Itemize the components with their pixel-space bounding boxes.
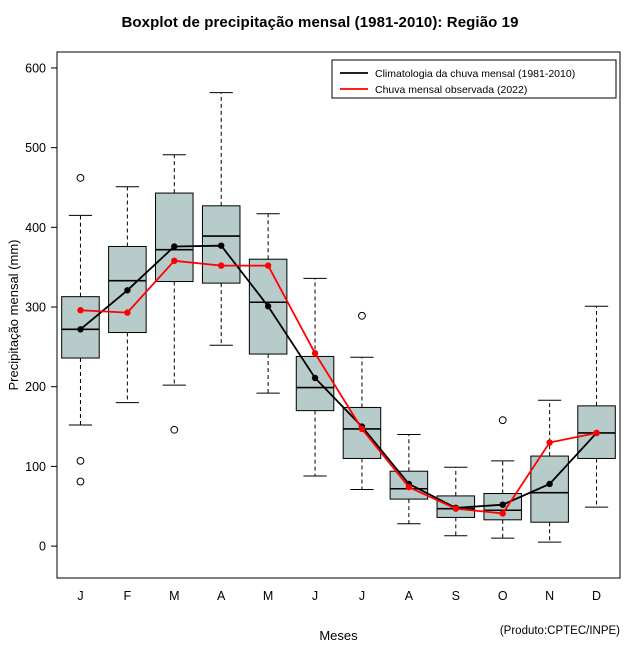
series-point — [171, 243, 177, 249]
boxplot-box — [390, 435, 428, 524]
x-tick-label: M — [262, 589, 274, 603]
series-point — [500, 501, 506, 507]
series-point — [312, 375, 318, 381]
series-point — [171, 258, 177, 264]
series-1 — [77, 242, 599, 511]
series-point — [312, 350, 318, 356]
series-point — [453, 505, 459, 511]
box-iqr — [296, 356, 334, 410]
series-point — [124, 287, 130, 293]
outlier-point — [359, 312, 366, 319]
legend — [332, 60, 616, 98]
series-point — [500, 510, 506, 516]
credit-label: (Produto:CPTEC/INPE) — [499, 625, 620, 637]
x-tick-label: J — [77, 589, 84, 603]
series-line — [80, 246, 596, 508]
box-iqr — [156, 193, 194, 281]
outlier-point — [77, 478, 84, 485]
boxplot-box — [202, 93, 240, 346]
series-point — [359, 426, 365, 432]
boxplot-box — [484, 417, 522, 538]
outlier-point — [77, 175, 84, 182]
y-tick-label: 100 — [25, 459, 46, 474]
x-tick-label: M — [169, 589, 180, 603]
boxplot-box — [156, 155, 194, 433]
boxplot-box — [109, 187, 147, 403]
y-tick-label: 500 — [25, 141, 46, 156]
legend-label: Climatologia da chuva mensal (1981-2010) — [375, 68, 576, 80]
chart-title: Boxplot de precipitação mensal (1981-2010): Região 19 — [121, 14, 519, 31]
boxplot-box — [578, 306, 616, 507]
y-tick-label: 0 — [39, 539, 46, 554]
series-point — [77, 307, 83, 313]
series-point — [265, 303, 271, 309]
x-tick-label: A — [404, 589, 414, 603]
x-tick-label: A — [217, 589, 226, 603]
x-axis-label: Meses — [319, 628, 358, 643]
series-point — [265, 262, 271, 268]
outlier-point — [171, 426, 178, 433]
x-tick-label: N — [545, 589, 555, 603]
boxplot-box — [343, 312, 381, 489]
legend-label: Chuva mensal observada (2022) — [375, 84, 528, 96]
y-axis-label: Precipitação mensal (mm) — [6, 239, 21, 391]
x-tick-label: S — [451, 589, 460, 603]
y-tick-label: 300 — [25, 300, 46, 315]
series-point — [124, 309, 130, 315]
series-point — [546, 481, 552, 487]
series-point — [77, 326, 83, 332]
box-iqr — [343, 407, 381, 458]
series-point — [546, 439, 552, 445]
outlier-point — [77, 457, 84, 464]
x-tick-label: O — [497, 589, 508, 603]
x-tick-label: D — [592, 589, 602, 603]
series-point — [593, 430, 599, 436]
series-point — [218, 242, 224, 248]
y-tick-label: 600 — [25, 61, 46, 76]
x-tick-label: J — [358, 589, 366, 603]
y-tick-label: 200 — [25, 380, 46, 395]
y-tick-label: 400 — [25, 220, 46, 235]
series-2 — [77, 258, 599, 517]
series-point — [406, 484, 412, 490]
x-tick-label: F — [123, 589, 132, 603]
series-point — [218, 262, 224, 268]
x-tick-label: J — [311, 589, 319, 603]
series-line — [80, 261, 596, 514]
boxplot-box — [531, 400, 569, 542]
outlier-point — [499, 417, 506, 424]
